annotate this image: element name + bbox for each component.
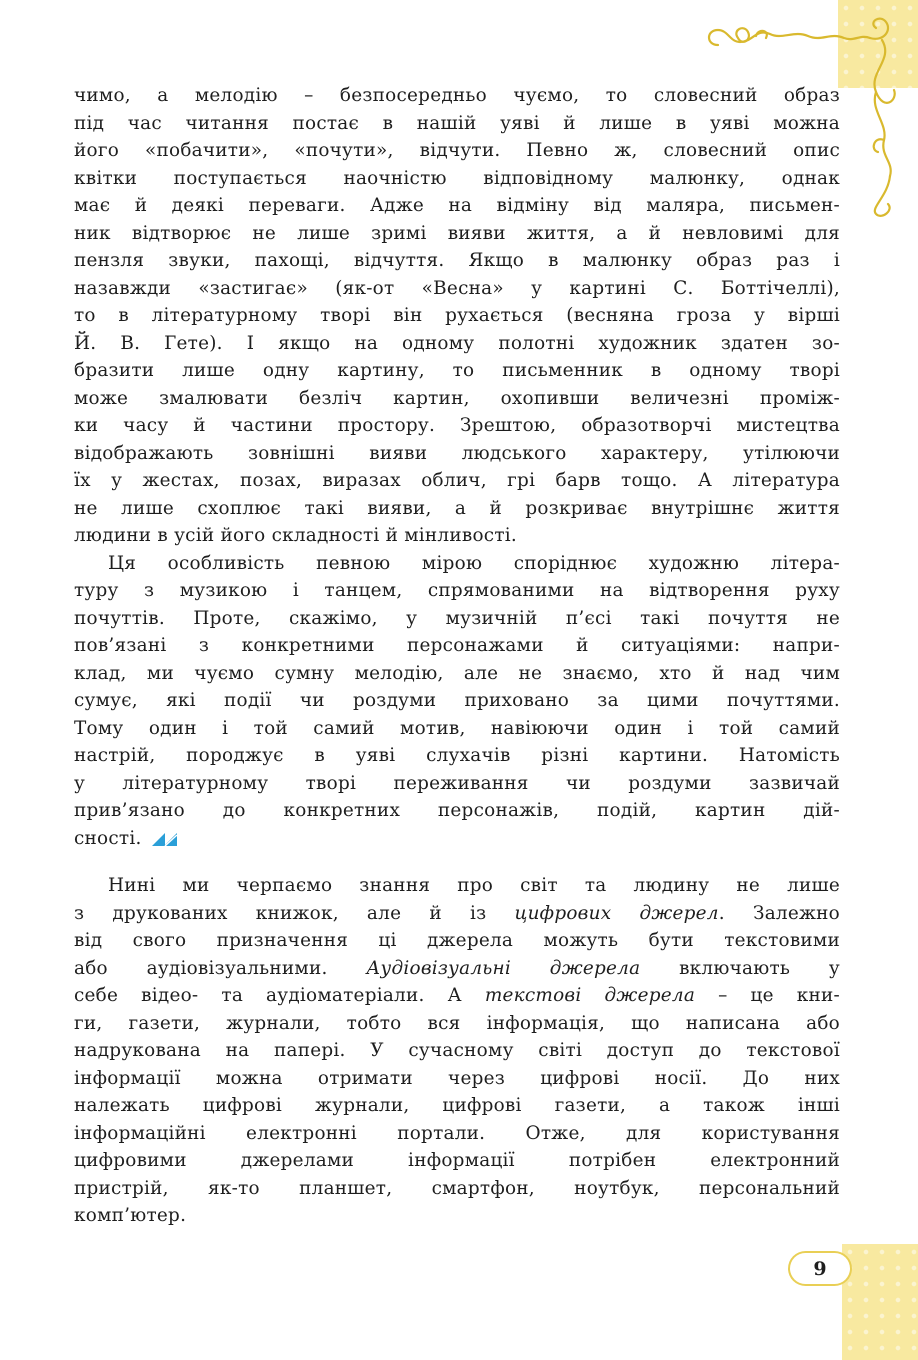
double-arrow-end-icon <box>150 830 180 848</box>
text-line <box>74 955 840 983</box>
text-line: прив’язано до конкретних персонажів, подій, картин дій- <box>74 800 840 821</box>
text-fragment: або аудіовізуальними. <box>74 957 367 979</box>
text-line: комп’ютер. <box>74 1205 187 1226</box>
emphasis-digital-sources: цифрових джерел <box>514 902 719 924</box>
text-line: Нині ми черпаємо знання про світ та людину не лише <box>108 875 840 896</box>
text-line: його «побачити», «почути», відчути. Певно ж, словесний опис <box>74 140 840 161</box>
text-fragment: себе відео- та аудіоматеріали. А <box>74 985 485 1006</box>
body-text-top <box>74 82 840 852</box>
text-fragment: з друкованих книжок, але й із <box>74 902 515 924</box>
text-line: клад, ми чуємо сумну мелодію, але не знаємо, хто й над чим <box>74 662 840 684</box>
text-line: має й деякі переваги. Адже на відміну від маляра, письмен- <box>74 195 840 216</box>
text-line: бразити лише одну картину, то письменник в одному творі <box>74 360 840 381</box>
text-fragment: включають у <box>640 957 840 979</box>
text-line: цифровими джерелами інформації потрібен електронний <box>74 1150 840 1171</box>
text-line: квітки поступається наочністю відповідному малюнку, однак <box>74 167 840 189</box>
text-line: людини в усій його складності й мінливості. <box>74 525 517 546</box>
body-text-bottom <box>74 872 840 1230</box>
text-line: відображають зовнішні вияви людського характеру, утілюючи <box>74 442 840 464</box>
text-line-final <box>74 825 840 853</box>
emphasis-audiovisual-sources: Аудіовізуальні джерела <box>366 957 641 979</box>
text-line: інформаційні електронні портали. Отже, для користування <box>74 1122 840 1144</box>
text-line: ки часу й частини простору. Зрештою, образотворчі мистецтва <box>74 415 840 436</box>
text-line: під час читання постає в нашій уяві й лише в уяві можна <box>74 112 840 134</box>
text-line: назавжди «застигає» (як-от «Весна» у картині С. Боттічеллі), <box>74 277 840 299</box>
page-number-strip <box>842 1244 918 1360</box>
text-line: сумує, які події чи роздуми приховано за цими почуттями. <box>74 690 840 711</box>
text-line <box>74 982 840 1010</box>
text-line: ник відтворює не лише зримі вияви життя, а й невловимі для <box>74 222 840 244</box>
text-line: почуттів. Проте, скажімо, у музичній п’єсі такі почуття не <box>74 607 840 629</box>
emphasis-text-sources: текстові джерела <box>484 985 696 1006</box>
text-line: то в літературному творі він рухається (весняна гроза у вірші <box>74 305 840 326</box>
text-line: від свого призначення ці джерела можуть бути текстовими <box>74 930 840 951</box>
text-line: Й. В. Гете). І якщо на одному полотні художник здатен зо- <box>74 332 840 354</box>
text-line-content: сності. <box>74 827 142 849</box>
text-line: пристрій, як-то планшет, смартфон, ноутбук, персональний <box>74 1177 840 1199</box>
text-line: пов’язані з конкретними персонажами й ситуаціями: напри- <box>74 635 840 656</box>
text-line: надрукована на папері. У сучасному світі доступ до текстової <box>74 1040 840 1061</box>
page-number: 9 <box>790 1253 850 1284</box>
text-line: інформації можна отримати через цифрові носії. До них <box>74 1067 840 1089</box>
text-line: Тому один і той самий мотив, навіюючи один і той самий <box>74 717 840 739</box>
paragraph-1 <box>74 82 840 550</box>
text-line: їх у жестах, позах, виразах облич, грі барв тощо. А література <box>74 470 840 491</box>
paragraph-3 <box>74 872 840 1230</box>
text-line <box>74 900 840 928</box>
text-line: чимо, а мелодію – безпосередньо чуємо, то словесний образ <box>74 85 840 106</box>
text-line: пензля звуки, пахощі, відчуття. Якщо в малюнку образ раз і <box>74 250 840 271</box>
text-line: туру з музикою і танцем, спрямованими на відтворення руху <box>74 580 840 601</box>
text-fragment: – це кни- <box>695 985 840 1006</box>
text-line: не лише схоплює такі вияви, а й розкриває внутрішнє життя <box>74 497 840 519</box>
text-line: ги, газети, журнали, тобто вся інформація, що написана або <box>74 1012 840 1034</box>
text-line: настрій, породжує в уяві слухачів різні картини. Натомість <box>74 745 840 766</box>
text-fragment: . Залежно <box>718 902 840 924</box>
text-line: належать цифрові журнали, цифрові газети, а також інші <box>74 1095 840 1116</box>
paragraph-2 <box>74 550 840 853</box>
text-line: у літературному творі переживання чи роздуми зазвичай <box>74 772 840 794</box>
text-line: Ця особливість певною мірою споріднює художню літера- <box>108 552 840 574</box>
text-line: може змалювати безліч картин, охопивши величезні проміж- <box>74 387 840 409</box>
